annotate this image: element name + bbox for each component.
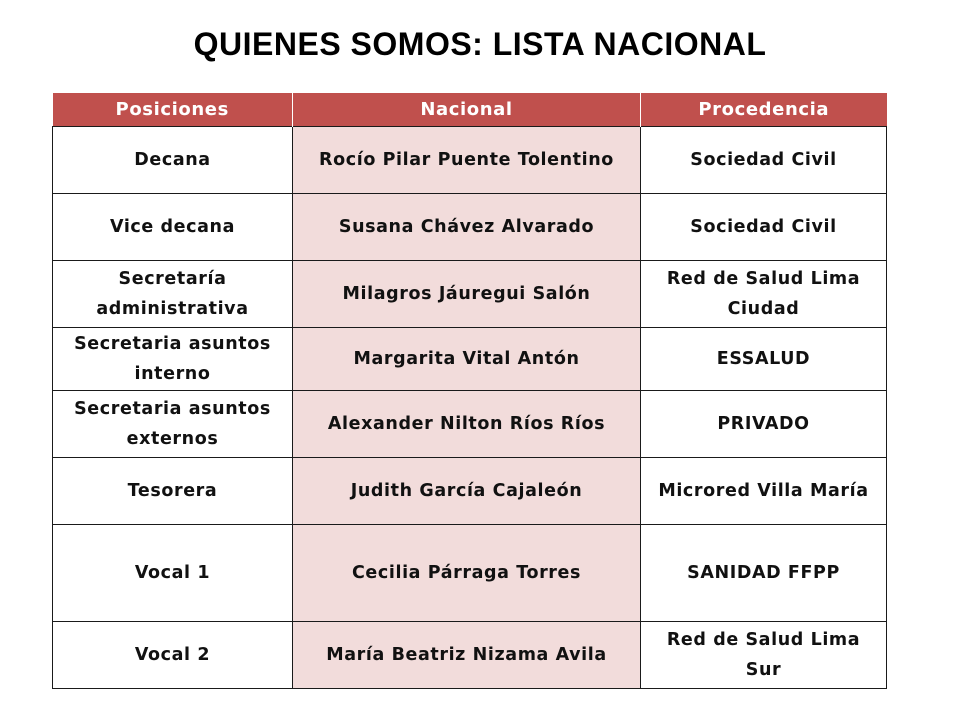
cell-position: Secretaria asuntos externos: [53, 391, 293, 458]
cell-name: Margarita Vital Antón: [293, 328, 641, 391]
cell-position: Vocal 1: [53, 525, 293, 622]
page-title: QUIENES SOMOS: LISTA NACIONAL: [193, 26, 767, 62]
table-row: [53, 458, 887, 525]
table-row: [53, 622, 887, 689]
cell-name: María Beatriz Nizama Avila: [293, 622, 641, 689]
cell-origin: Red de Salud Lima Ciudad: [641, 261, 887, 328]
table-row: [53, 194, 887, 261]
cell-name: Judith García Cajaleón: [293, 458, 641, 525]
cell-origin: Sociedad Civil: [641, 194, 887, 261]
cell-name: Susana Chávez Alvarado: [293, 194, 641, 261]
table-row: [53, 127, 887, 194]
cell-origin: ESSALUD: [641, 328, 887, 391]
cell-position: Vocal 2: [53, 622, 293, 689]
header-nacional: Nacional: [293, 93, 641, 127]
cell-position: Tesorera: [53, 458, 293, 525]
cell-position: Decana: [53, 127, 293, 194]
cell-position: Vice decana: [53, 194, 293, 261]
cell-name: Milagros Jáuregui Salón: [293, 261, 641, 328]
table-row: [53, 391, 887, 458]
table-row: [53, 525, 887, 622]
cell-origin: Sociedad Civil: [641, 127, 887, 194]
table-header-row: [53, 93, 887, 127]
header-procedencia: Procedencia: [641, 93, 887, 127]
cell-name: Alexander Nilton Ríos Ríos: [293, 391, 641, 458]
table-row: [53, 328, 887, 391]
cell-origin: Microred Villa María: [641, 458, 887, 525]
cell-name: Rocío Pilar Puente Tolentino: [293, 127, 641, 194]
cell-position: Secretaria asuntos interno: [53, 328, 293, 391]
table-row: [53, 261, 887, 328]
cell-position: Secretaría administrativa: [53, 261, 293, 328]
header-posiciones: Posiciones: [53, 93, 293, 127]
cell-origin: Red de Salud Lima Sur: [641, 622, 887, 689]
national-list-table: [52, 93, 887, 689]
cell-origin: SANIDAD FFPP: [641, 525, 887, 622]
cell-origin: PRIVADO: [641, 391, 887, 458]
cell-name: Cecilia Párraga Torres: [293, 525, 641, 622]
